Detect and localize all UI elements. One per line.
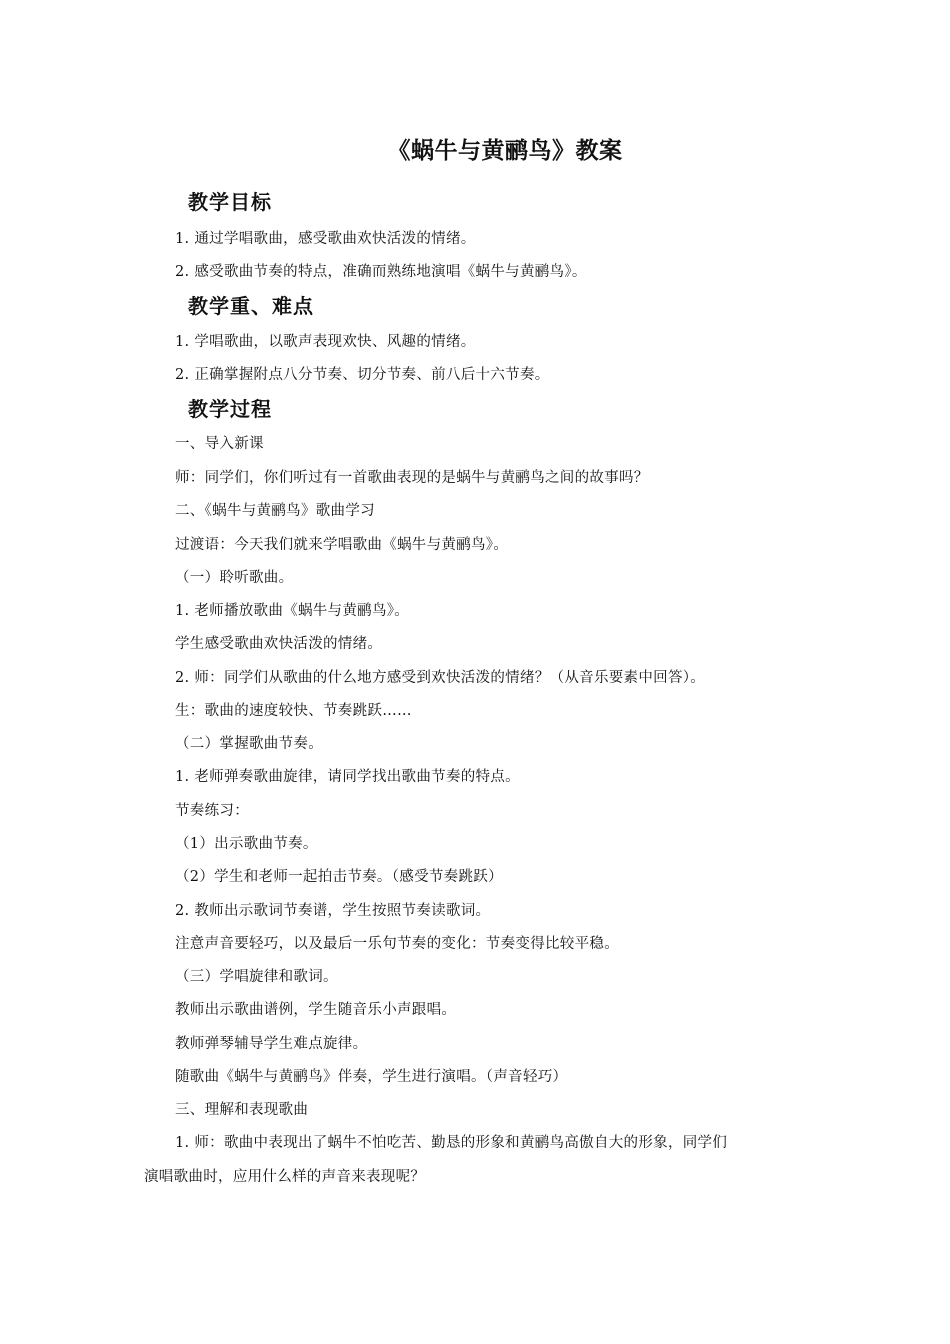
process-line: 学生感受歌曲欢快活泼的情绪。 (175, 636, 383, 652)
process-line: （一）聆听歌曲。 (175, 570, 294, 586)
process-line: 师：同学们，你们听过有一首歌曲表现的是蜗牛与黄鹂鸟之间的故事吗？ (175, 470, 649, 486)
process-line: （二）掌握歌曲节奏。 (175, 736, 323, 752)
page-title: 《蜗牛与黄鹂鸟》教案 (387, 137, 623, 164)
key-point-item-2: 2. 正确掌握附点八分节奏、切分节奏、前八后十六节奏。 (175, 367, 550, 383)
process-line: 1. 老师播放歌曲《蜗牛与黄鹂鸟》。 (175, 603, 410, 619)
goal-item-2: 2. 感受歌曲节奏的特点，准确而熟练地演唱《蜗牛与黄鹂鸟》。 (175, 264, 587, 280)
process-line: 2. 师：同学们从歌曲的什么地方感受到欢快活泼的情绪？（从音乐要素中回答）。 (175, 670, 706, 686)
process-line: 三、理解和表现歌曲 (175, 1102, 309, 1118)
process-line: （1）出示歌曲节奏。 (175, 836, 318, 852)
process-line: 1. 老师弹奏歌曲旋律，请同学找出歌曲节奏的特点。 (175, 769, 520, 785)
process-line: （2）学生和老师一起拍击节奏。（感受节奏跳跃） (175, 869, 503, 885)
process-line: 随歌曲《蜗牛与黄鹂鸟》伴奏，学生进行演唱。（声音轻巧） (175, 1069, 568, 1085)
process-line: 1. 师：歌曲中表现出了蜗牛不怕吃苦、勤恳的形象和黄鹂鸟高傲自大的形象，同学们 (175, 1135, 728, 1151)
process-line: 生：歌曲的速度较快、节奏跳跃…… (175, 703, 412, 719)
goal-item-1: 1. 通过学唱歌曲，感受歌曲欢快活泼的情绪。 (175, 231, 476, 247)
process-line: 节奏练习： (175, 803, 249, 819)
section-heading-goals: 教学目标 (188, 190, 272, 214)
process-line: 演唱歌曲时，应用什么样的声音来表现呢？ (144, 1169, 426, 1185)
process-line: 教师弹琴辅导学生难点旋律。 (175, 1036, 368, 1052)
process-line: 一、导入新课 (175, 436, 264, 452)
section-heading-key-points: 教学重、难点 (188, 294, 314, 318)
process-line: （三）学唱旋律和歌词。 (175, 969, 338, 985)
process-line: 注意声音要轻巧，以及最后一乐句节奏的变化：节奏变得比较平稳。 (175, 936, 619, 952)
process-line: 过渡语：今天我们就来学唱歌曲《蜗牛与黄鹂鸟》。 (175, 537, 509, 553)
process-line: 教师出示歌曲谱例，学生随音乐小声跟唱。 (175, 1002, 457, 1018)
process-line: 2. 教师出示歌词节奏谱，学生按照节奏读歌词。 (175, 903, 491, 919)
section-heading-process: 教学过程 (188, 397, 272, 421)
key-point-item-1: 1. 学唱歌曲，以歌声表现欢快、风趣的情绪。 (175, 334, 476, 350)
process-line: 二、《蜗牛与黄鹂鸟》歌曲学习 (175, 503, 375, 519)
